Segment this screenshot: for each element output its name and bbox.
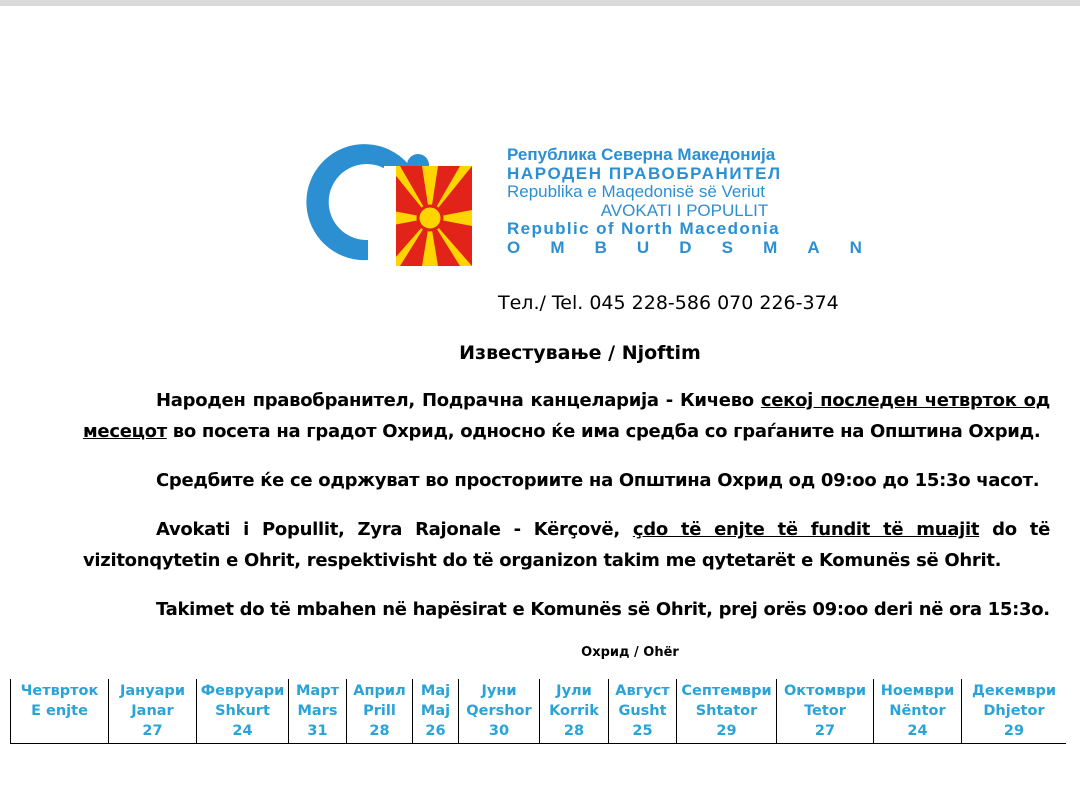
ombudsman-letter: M <box>550 237 565 257</box>
month-sq: Prill <box>363 703 396 719</box>
logo-sun <box>388 166 472 266</box>
month-cell <box>609 679 677 744</box>
month-day: 29 <box>1003 723 1025 739</box>
month-mk: Мај <box>420 683 451 699</box>
logo-sun-clip <box>388 168 396 272</box>
month-sq: Dhjetor <box>983 703 1045 719</box>
month-sq: Gusht <box>618 703 667 719</box>
paragraph-sq-visit-underlined: çdo të enjte të fundit të muajit <box>632 519 980 540</box>
schedule-caption: Охрид / Ohër <box>581 645 679 660</box>
month-cell <box>777 679 874 744</box>
month-cell <box>540 679 609 744</box>
month-sq: Maj <box>420 703 451 719</box>
paragraph-sq-visit-a: Avokati i Popullit, Zyra Rajonale - Kërçovë, <box>156 519 633 540</box>
month-sq: Tetor <box>804 703 846 719</box>
month-mk: Јули <box>556 683 592 699</box>
month-cell <box>962 679 1067 744</box>
paragraph-mk-visit-b: во посета на градот Охрид, односно ќе има средба со граѓаните на Општина Охрид. <box>166 421 1041 442</box>
header-cell-mk: Четврток <box>20 683 99 699</box>
top-border <box>0 0 1080 6</box>
month-day: 31 <box>307 723 328 739</box>
month-day: 29 <box>716 723 737 739</box>
month-mk: Октомври <box>783 683 867 699</box>
paragraph-mk-visit-underlined: секој последен четврток од месецот <box>83 390 1050 442</box>
month-cell <box>677 679 777 744</box>
month-day: 24 <box>232 723 253 739</box>
org-line-sq-ombudsman: AVOKATI I POPULLIT <box>600 200 769 220</box>
paragraph-mk-visit-a: Народен правобранител, Подрачна канцеларија - Кичево <box>156 390 761 411</box>
month-sq: Nëntor <box>889 703 946 719</box>
month-mk: Февруари <box>200 683 285 699</box>
ombudsman-letter: M <box>763 237 778 257</box>
month-mk: Април <box>353 683 406 699</box>
month-sq: Qershor <box>466 703 532 719</box>
ombudsman-logo-icon <box>290 140 475 275</box>
paragraph-mk-hours: Средбите ќе се одржуват во просториите на Општина Охрид од 09:oo до 15:3o часот. <box>156 470 1040 491</box>
month-sq: Korrik <box>549 703 599 719</box>
month-mk: Ноември <box>880 683 955 699</box>
org-line-en-republic: Republic of North Macedonia <box>507 219 780 238</box>
month-sq: Shtator <box>695 703 758 719</box>
schedule-table <box>10 679 1066 744</box>
ombudsman-letter: U <box>636 237 650 257</box>
schedule-header-cell <box>11 679 109 744</box>
ombudsman-letter: B <box>594 237 607 257</box>
paragraph-mk-visit <box>83 385 1050 447</box>
month-cell <box>459 679 540 744</box>
ombudsman-letter: N <box>849 237 862 257</box>
ombudsman-letter: A <box>807 237 820 257</box>
header-cell-sq: E enjte <box>31 703 88 719</box>
month-mk: Септември <box>681 683 772 699</box>
month-cell <box>874 679 962 744</box>
month-day: 25 <box>632 723 653 739</box>
month-day: 28 <box>369 723 390 739</box>
ombudsman-letter: O <box>507 237 521 257</box>
month-day: 30 <box>488 723 510 739</box>
month-mk: Декември <box>972 683 1056 699</box>
paragraph-sq-visit-b: do të vizitonqytetin e Ohrit, respektivisht do të organizon takim me qytetarët e Komunës së Ohrit. <box>83 519 1050 571</box>
month-mk: Јуни <box>481 683 517 699</box>
month-day: 27 <box>814 723 836 739</box>
month-sq: Shkurt <box>215 703 270 719</box>
paragraph-sq-hours: Takimet do të mbahen në hapësirat e Komunës së Ohrit, prej orës 09:oo deri në ora 15:3o. <box>156 599 1050 620</box>
org-line-mk-republic: Република Северна Македонија <box>507 145 776 164</box>
org-line-sq-republic: Republika e Maqedonisë së Veriut <box>507 182 765 201</box>
ombudsman-letter: S <box>721 237 733 257</box>
month-cell <box>413 679 459 744</box>
month-day: 28 <box>563 723 585 739</box>
ombudsman-letter: D <box>679 237 692 257</box>
month-mk: Март <box>296 683 339 699</box>
month-cell <box>289 679 347 744</box>
month-day: 24 <box>907 723 928 739</box>
phone-line: Тел./ Tel. 045 228-586 070 226-374 <box>498 292 839 314</box>
table-row <box>11 679 1067 744</box>
notice-title: Известување / Njoftim <box>459 342 701 364</box>
month-sq: Mars <box>297 703 338 719</box>
paragraph-sq-visit <box>83 514 1050 576</box>
month-cell <box>197 679 289 744</box>
month-mk: Август <box>615 683 670 699</box>
month-day: 26 <box>425 723 446 739</box>
month-mk: Јануари <box>120 683 185 699</box>
org-line-mk-ombudsman: НАРОДЕН ПРАВОБРАНИТЕЛ <box>507 163 782 183</box>
org-line-en-ombudsman <box>507 239 862 258</box>
month-day: 27 <box>142 723 163 739</box>
month-cell <box>347 679 413 744</box>
month-sq: Janar <box>131 703 174 719</box>
month-cell <box>109 679 197 744</box>
organization-name <box>507 146 862 257</box>
